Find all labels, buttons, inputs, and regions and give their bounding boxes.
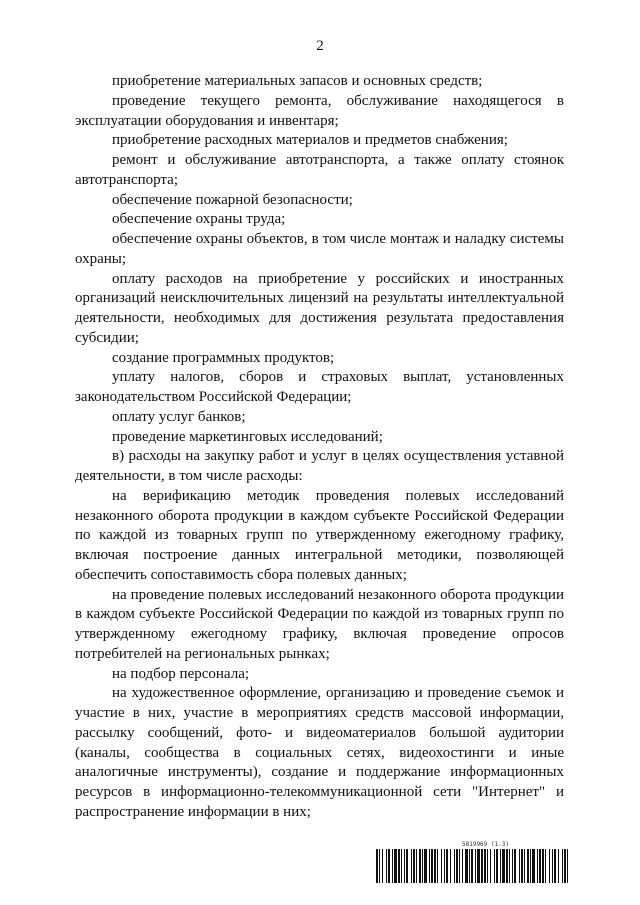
paragraph: приобретение материальных запасов и основных средств; [112,73,483,89]
paragraph: создание программных продуктов; [112,349,335,366]
paragraph: приобретение расходных материалов и предметов снабжения; [112,132,508,149]
paragraph: уплату налогов, сборов и страховых выплат, установленных законодательством Российской Федерации; [75,369,564,405]
paragraph: обеспечение пожарной безопасности; [112,191,353,208]
document-body [75,72,564,823]
paragraph: на художественное оформление, организацию и проведение съемок и участие в них, участие в мероприятиях средств массовой информации, рассылку сообщений, фото- и видеоматериалов большой аудитории (каналы, сообщества в социальных сетях, видеохостинги и иные аналогичные инструменты), создание и поддержание информационных ресурсов в информационно-телекоммуникационной сети "Интернет" и распространение информации в них; [75,685,564,820]
document-stamp [376,841,569,883]
stamp-code: 5819969 (1.3) [462,841,509,848]
paragraph: на верификацию методик проведения полевых исследований незаконного оборота продукции в каждом субъекте Российской Федерации по каждой из товарных групп по утвержденному ежегодному графику, включая построение данных интегральной методики, позволяющей обеспечить сопоставимость сбора полевых данных; [75,487,564,583]
paragraph: проведение текущего ремонта, обслуживание находящегося в эксплуатации оборудования и инвентаря; [75,92,564,129]
paragraph: в) расходы на закупку работ и услуг в целях осуществления уставной деятельности, в том числе расходы: [75,448,564,484]
paragraph: проведение маркетинговых исследований; [112,428,383,445]
paragraph: на проведение полевых исследований незаконного оборота продукции в каждом субъекте Российской Федерации по каждой из товарных групп по утвержденному ежегодному графику, включая проведение опросов потребителей на региональных рынках; [75,586,564,662]
page-number: 2 [316,38,324,54]
paragraph: ремонт и обслуживание автотранспорта, а также оплату стоянок автотранспорта; [75,152,564,188]
barcode-icon [376,849,569,883]
paragraph: обеспечение охраны труда; [112,211,286,228]
paragraph: обеспечение охраны объектов, в том числе монтаж и наладку системы охраны; [75,231,564,267]
paragraph: оплату услуг банков; [112,408,246,425]
paragraph: на подбор персонала; [112,665,250,682]
paragraph: оплату расходов на приобретение у российских и иностранных организаций неисключительных лицензий на результаты интеллектуальной деятельности, необходимых для достижения результата предоставления субсидии; [75,270,564,346]
